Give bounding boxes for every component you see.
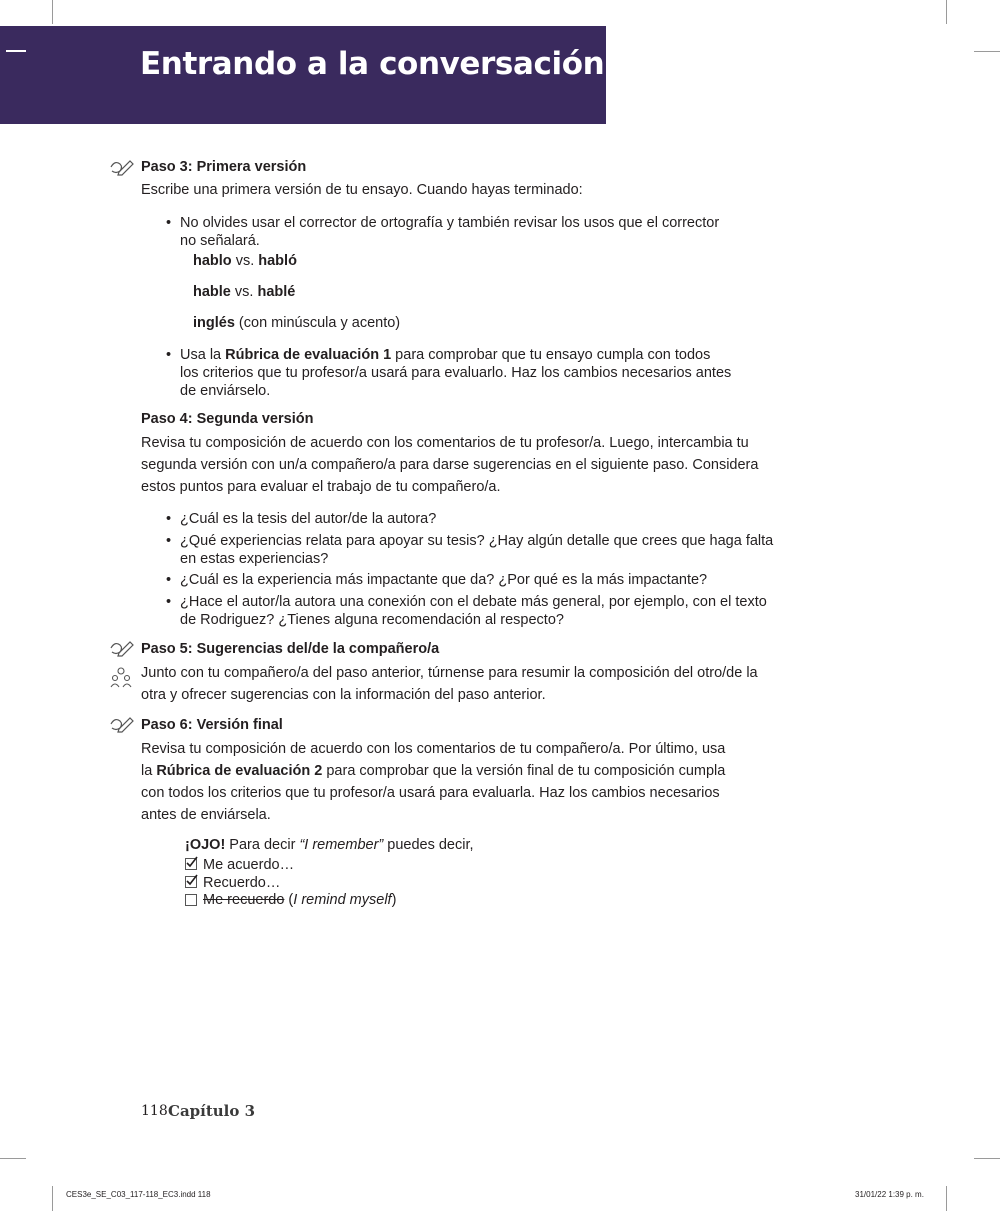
pencil-icon (108, 639, 134, 657)
paso4-heading: Paso 4: Segunda versión (141, 411, 314, 427)
incorrect-phrase: Me recuerdo (203, 892, 285, 908)
english-phrase: “I remember” (299, 837, 384, 853)
example-word: habló (258, 253, 297, 269)
bullet: • (166, 533, 172, 549)
paso4-question4-line1: ¿Hace el autor/la autora una conexión con el debate más general, por ejemplo, con el texto (180, 594, 767, 610)
paso4-para-line2: segunda versión con un/a compañero/a para darse sugerencias en el siguiente paso. Considera (141, 457, 759, 473)
crop-mark (946, 0, 947, 24)
ojo-label: ¡OJO! (185, 837, 226, 853)
english-gloss: I remind myself (293, 892, 392, 908)
paso6-para-line3: con todos los criterios que tu profesor/a usará para evaluarla. Haz los cambios necesarios (141, 785, 720, 801)
pair-work-icon (110, 666, 132, 688)
paso6-para-line2 (141, 763, 725, 779)
paso4-question2-line1: ¿Qué experiencias relata para apoyar su tesis? ¿Hay algún detalle que crees que haga falta (180, 533, 774, 549)
example-vs: vs. (230, 284, 258, 300)
paso4-para-line1: Revisa tu composición de acuerdo con los comentarios de tu profesor/a. Luego, intercambia tu (141, 435, 749, 451)
crop-mark (52, 1186, 53, 1211)
example-ingles (193, 315, 400, 331)
rubric-reference: Rúbrica de evaluación 1 (225, 347, 392, 363)
example-word: inglés (193, 315, 235, 331)
bullet: • (166, 572, 172, 588)
text-run: para comprobar que tu ensayo cumpla con todos (391, 347, 711, 363)
crop-mark (974, 1158, 1000, 1159)
paso4-question2-line2: en estas experiencias? (180, 551, 329, 567)
checkbox-empty-icon (185, 894, 197, 906)
paso4-para-line3: estos puntos para evaluar el trabajo de tu compañero/a. (141, 479, 501, 495)
crop-mark (974, 51, 1000, 52)
slug-filename: CES3e_SE_C03_117-118_EC3.indd 118 (66, 1190, 211, 1199)
example-word: hablo (193, 253, 232, 269)
paso3-heading: Paso 3: Primera versión (141, 159, 307, 175)
bullet: • (166, 511, 172, 527)
bullet: • (166, 347, 172, 363)
text-run: Para decir (225, 837, 300, 853)
text-run: ) (391, 892, 397, 908)
ojo-option-2: Recuerdo… (203, 875, 281, 891)
example-hablo (193, 253, 297, 269)
chapter-label: Capítulo 3 (168, 1102, 256, 1120)
example-hable (193, 284, 295, 300)
paso6-heading: Paso 6: Versión final (141, 717, 283, 733)
page-number: 118 (141, 1103, 168, 1119)
bullet: • (166, 215, 172, 231)
paso6-para-line1: Revisa tu composición de acuerdo con los comentarios de tu compañero/a. Por último, usa (141, 741, 726, 757)
crop-mark (0, 1158, 26, 1159)
example-word: hablé (257, 284, 296, 300)
banner-dash (6, 50, 26, 52)
page-title: Entrando a la conversación 3 (140, 46, 636, 82)
paso5-para-line1: Junto con tu compañero/a del paso anterior, túrnense para resumir la composición del otro/de la (141, 665, 758, 681)
paso3-bullet2-line1 (180, 346, 710, 364)
pencil-icon (108, 715, 134, 733)
checkbox-checked-icon (185, 858, 197, 870)
ojo-option-1: Me acuerdo… (203, 857, 295, 873)
paso3-bullet1-line1: No olvides usar el corrector de ortografía y también revisar los usos que el corrector (180, 215, 720, 231)
paso5-heading: Paso 5: Sugerencias del/de la compañero/a (141, 641, 440, 657)
crop-mark (52, 0, 53, 24)
paso3-bullet1-line2: no señalará. (180, 233, 260, 249)
pencil-icon (108, 158, 134, 176)
paso4-question4-line2: de Rodriguez? ¿Tienes alguna recomendación al respecto? (180, 612, 564, 628)
rubric-reference: Rúbrica de evaluación 2 (156, 763, 323, 779)
ojo-note (185, 837, 474, 853)
paso4-question3: ¿Cuál es la experiencia más impactante que da? ¿Por qué es la más impactante? (180, 572, 708, 588)
paso6-para-line4: antes de enviársela. (141, 807, 271, 823)
text-run: Usa la (180, 347, 226, 363)
paso4-question1: ¿Cuál es la tesis del autor/de la autora? (180, 511, 437, 527)
paso5-para-line2: otra y ofrecer sugerencias con la información del paso anterior. (141, 687, 546, 703)
text-run: la (141, 763, 157, 779)
example-word: hable (193, 284, 231, 300)
example-note: (con minúscula y acento) (234, 315, 401, 331)
paso3-bullet2-line3: de enviárselo. (180, 383, 271, 399)
checkbox-checked-icon (185, 876, 197, 888)
paso3-bullet2-line2: los criterios que tu profesor/a usará para evaluarlo. Haz los cambios necesarios antes (180, 365, 732, 381)
text-run: puedes decir, (383, 837, 474, 853)
text-run: ( (284, 892, 294, 908)
paso3-intro: Escribe una primera versión de tu ensayo. Cuando hayas terminado: (141, 182, 583, 198)
ojo-option-3 (203, 892, 396, 908)
crop-mark (946, 1186, 947, 1211)
example-vs: vs. (231, 253, 259, 269)
bullet: • (166, 594, 172, 610)
text-run: para comprobar que la versión final de tu composición cumpla (322, 763, 726, 779)
slug-date: 31/01/22 1:39 p. m. (855, 1190, 924, 1199)
